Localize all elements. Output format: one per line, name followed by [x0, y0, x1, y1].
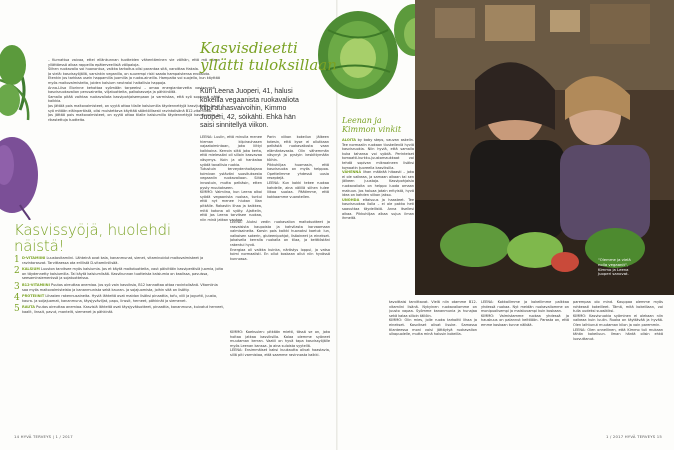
photo-caption: "Olemme ja vielä nolla vegaanit", Kimmo ja Leena Juoperi sanovat. [598, 257, 631, 277]
tip-text: Luustovitamiini. Lähteinä ovat kala, kananmunat, sienet, vitaminoidut maitovalmisteet ja ravintorasvat. Tarvittaessa ota erillistä D-vitamiinilisää. [22, 256, 204, 265]
tip-item [14, 267, 224, 281]
tip-label: RAUTA [22, 305, 35, 310]
tip-number: 4 [14, 293, 20, 304]
tip-label: D-VITAMIINI [22, 256, 46, 260]
tip-item [14, 283, 224, 292]
couple-photo [415, 0, 674, 295]
article-column: tavoittaisi tarvittavat. Vielä niin otamme B12-vitamiini lisänä. Nykyinen ruokavaliomme on juusto vapaa. Syömme kananmunia ja hunajaa sekä kalaa silloin tällöin. KIMMO: Olin mies, jolle ruoka tarkoitti lihaa ja einekset. Kasvikset olivat lisuke. Samassa tilanteessa moni voisi jättäytyä ruokavalion ulkopuolelle, mutta minä halusin kokeilla. [389, 300, 477, 337]
tip-label: UNOHDA [342, 197, 360, 202]
tip-label: B12-VITAMIINI [22, 282, 50, 287]
tips-box [14, 222, 224, 412]
tip-item [14, 305, 224, 314]
article-lede: Kun Leena Juoperi, 41, halusi kokeilla vegaanista ruokavaliota kilpirauhasvaivoihin, Kimmo Juoperi, 42, söikähti. Ehkä hän saisi sinnitellyä viikon. [200, 88, 299, 129]
tip-number: 1 [14, 255, 20, 265]
tip-item [14, 294, 224, 303]
tip-number: 3 [14, 281, 20, 292]
tips-title: Kasvissyöjä, huolehdi näistä! [14, 221, 171, 255]
article-column: KIMMO: Koeksulen: pitkään mietti, tässä se on, joka hoitaa jatkaa kasviksilla. Kalaa olemme syöneet muutaman kerran. Vaatii on hyvä tapa kasvissyöjälle myös Leenan kanssa. Ja aina suloista syytellä. LEENA: Ensimmäiset kaksi kuukautta olivat haastavia, sillä piti varmistaa, että saamme ravinnosta kaikki. [230, 330, 330, 357]
tip-number: 5 [14, 304, 20, 315]
tip-text: Puutos oireuttaa anemiaa. Jos syö vain kasviksia, B12 kannattaa ottaa ravintolisänä. Vitamiinia saa myös maitovalmisteista ja kananmunista sekä kauran- ja sojajuomista, joihin sitä on lisätty. [22, 282, 218, 292]
article-title: Kasvisdieetti yllätti tuloksillaan [200, 39, 337, 74]
tip-text: Luuston tarvitsee myös kalsiumia. Jos et käytä maitotuotteita, vaut päivittäin kasviperäisiä juomia, joita on täydennetty kalsiumilla. Tai käytä kalsiumlisää. Kasvikunnan tuotteista kalsiumia on kaalissa, pavuissa, seesaminsiemenissä ja sojatuotteissa. [22, 267, 224, 281]
article-column: Parin viikon kokeilun jälkeen totesin, että kyse ei ollutkaan pelkästä ruokavaliosta vaan elämäntavasta. Olin vähemmän väsynyt ja pystyin keskittymään töihin. Pikkuhiljaa huomasin, että kasvisruoka on myös helppoa. Opettelimme yhdessä uusia reseptejä. LEENA: Kun kokki tekee ruokaa kahdelle, aina välillä siihen tulee liikaa suolaa. Päätimme, että kokkaamme vuorotellen. [267, 135, 329, 199]
page-footer-right: 1 / 2017 HYVÄ TERVEYS 15 [605, 434, 662, 439]
article-column: LEENA: Luulin, että minulla menee hieman kilpirauhasen vajaatoimintaan, joka liittyi kaikkoina. Kerroin siitä joka kerta, että mielessäni oli silloin kasvavaa väsymys. Koin ja oli hankalaa syödä tavallisia ruokia. Tutustuin terveydenhoitajana toimivan ystäväni suosituksesta vegaaniin ruokavalioon. Siitä innostuin, mutta pelkäsin, etten pysty muutokseen. KIMMO: Valmiina, kun Leena alkoi syödä vegaanista ruokaa, tuntui että nyt menee hiukan liian pitkälle. Rakastin lihaa ja kaikkea, mitä kotona oli syöty. Ajattelin, että jos Leena tarvitsee ruokaa, niin minä jatkan vanhaa. [200, 135, 262, 222]
tip-label: ALOITA [342, 138, 356, 142]
intro-article-text: – Kurnattua vaivaa, ettei ellänkunnan tuotteiden vähentäminen vie välhän, että mä ollaan yllättäessä alkaa rappeilla epäterveellisiä välipaloja. Siihen ruokavalio voi huonontua, vaikka tarkoitus olisi parantaa sitä, varoittaa Hakala. Ja vielä: kasvissyöjällä, varsinkin veganilla, on suurempi riski saada hampaistensa eroosiota. Etenkin jos tarkkaa usein happamilla juomilla ja ruoka-aineilla. Hampaita voi suojella, kun käyttää myös maitovalmisteita, joiden kalsium neutraloi haitallisia happoja. Anna-Liisa Elorinne kehottaa syömään tarpeeksi – omaa energiantarvetta vastaavasti – kasvisruokavalion perusaineita, viljatuotteita, palkokasveja ja pähkinöitä. Samalla pitää vaihtaa ruokavaliota kasvipohjaisempaan ja varmistaa, että syö sopivasti näitä kaikkia. Jos jättää pois maitovalmisteet, on syytä ottaa tilalle kalsiumilla täydennettyjä kasvijuomia. Jos ei syö mitään eläinperäistä, olisi muistettava käyttää sääntöllisesti ravintolisänä B12-vitamiinia. Jos jättää pois maitovalmisteet, on syytä ottaa tilalle kalsiumilla täydennettyjä kasvijuomia ja rikastettuja tuotteita. [48, 58, 220, 122]
tip-text: Lihasten rakennusaineita. Hyviä lähteitä ovat maidon lisäksi pinaattia, tofu, viili ja jogurtti, juusto, kaura- ja soijajuomat, kananmuna, täysjyväviljat, papu, linssit, herneet, pähkinät ja siemenet. [22, 294, 218, 303]
article-column: parempaa olo mind. Kauppaa olemme myös rohkeasti kokeilleet. Tämä, mitä kokeillaan, voi tulla uudeksi suosikiksi. KIMMO: Kasvisruokia syöminen ei olekaan niin vaikeaa kuin luulin. Ruoka on täyttävää ja hyvää. Olen laihtunut muutaman kilon ja voin paremmin. LEENA: Olen onnellinen, että Kimmo tuli mukaan tähän kokeiluun. Ilman häntä olisin ehkä luovuttanut. [573, 300, 663, 341]
tip-text: Puutos oireuttaa anemiaa. Kasvisiä lähteitä ovat täysjyvätuotteet, pinaattia, kananmuna, kuivatut herneet, kaalit, linssit, pavut, mantelit, siemenet ja pähkinät. [22, 305, 224, 314]
tip-label: VÄHENNÄ [342, 170, 362, 175]
kohlrabi-illustration [0, 40, 40, 220]
tip-label: KALSIUM [22, 267, 40, 272]
article-column: LEENA: Kokkailimme ja kokeilimme palkkaa yhdessä ruokaa. Nyt meidän ruokavaliomme on monipuolisempi ja maistuvampi kuin koskaan. KIMMO: Valmistamme ruokaa yhdessä ja hauskuus on palannut keittiöön. Parasta on, että emme koskaan tunne nälkää. [481, 300, 569, 327]
tip-item [14, 256, 224, 265]
tip-label: PROTEIINIT [22, 294, 45, 299]
tips-sidebar-title: Leenan ja Kimmon vinkit [342, 116, 402, 134]
tip-number: 2 [14, 266, 20, 277]
article-column: LEENA: Aluksi vedin ruokavalion maitotuotteet ja rasvaisista kaupoista ja kahvilasta korvaamaan valmisaineita. Karsin pois kaikki huonoksi koetut: lun, valkoisen sokerin, gluteenipohjat, lisäaineet ja einekset. Jokaisella kerralla ruokalla on tilaa, ja keittiöstäni rakentui hyvä. Energiaa oli vaikka kuinka, närästys loppui, ja vatsa toimi normaalisti. En ollut koskaan ollut niin hyvässä kunnossa. [230, 220, 330, 261]
page-footer-left: 14 HYVÄ TERVEYS | 1 / 2017 [14, 434, 73, 439]
tips-sidebar: ALOITA by baby steps, vauvan askelin. Tee normaalin ruokaan tiuskeileviä hyviä kasvisruokia. Niin hyviä, että samalla kuka tahansa voi syödä. Perinteiset tomaatti-kurkku-juustomaukkaat voi tehdä sopivan mikroaineen lisäksi tomaatin tuoreella kasviksilla. VÄHENNÄ lihan määrää hitaasti – joka ei ole vaikeaa, ja samaan aikaan tai sen jälkeen juustoja. Kasvipohjaisia ruokavalioita on helppo luoda omaan makuun. Jos haluaa jotain erityistä, hyvä idea on kahden viikon jakso. UNOHDA eltaisuus ja haasteet. Tee kasvisruokaa ilolla – ei ole pakko heti saavuttaa täydellistä. Anna itsellesi aikaa. Pikkuhiljaa alkaa sujua ilman ihmeitä. [342, 138, 414, 221]
